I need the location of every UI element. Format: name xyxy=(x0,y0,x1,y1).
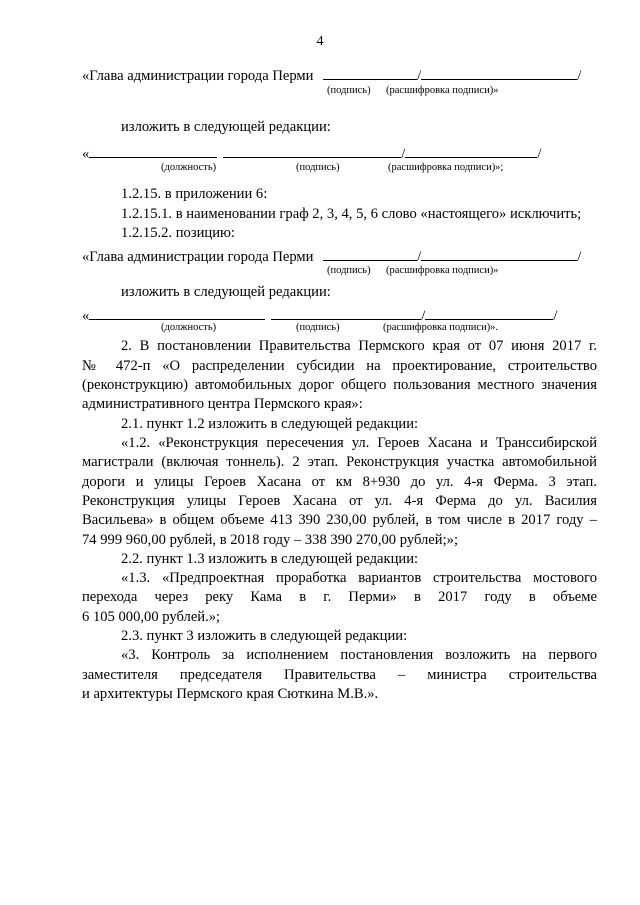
clause-2-3: 2.3. пункт 3 изложить в следующей редакции: xyxy=(121,628,408,644)
clause-2-1-quote-line: дороги и улицы Героев Хасана от км 8+930 до ул. 4-я Ферма. 3 этап. xyxy=(82,474,597,490)
page-number: 4 xyxy=(316,34,324,49)
clause-2-1-quote-line: «1.2. «Реконструкция пересечения ул. Героев Хасана и Транссибирской xyxy=(121,435,597,451)
position-blank xyxy=(89,144,217,158)
intro-text-1: изложить в следующей редакции: xyxy=(121,119,331,135)
decode-blank xyxy=(421,247,577,261)
signature-line-head-1 xyxy=(82,66,581,85)
clause-2-2-quote-line: перехода через реку Кама в г. Перми» в 2017 году в объеме xyxy=(82,589,597,605)
paragraph-2-line: 2. В постановлении Правительства Пермского края от 07 июня 2017 г. xyxy=(121,338,597,354)
label-sign: (подпись) xyxy=(327,85,371,96)
label-decode: (расшифровка подписи)»; xyxy=(388,162,504,173)
clause-1-2-15-1: 1.2.15.1. в наименовании граф 2, 3, 4, 5, 6 слово «настоящего» исключить; xyxy=(121,206,582,222)
slash: / xyxy=(577,249,582,265)
signature-caption: «Глава администрации города Перми xyxy=(82,249,314,265)
signature-line-head-3 xyxy=(82,247,581,266)
clause-2-3-quote-line: заместителя председателя Правительства – министра строительства xyxy=(82,667,597,683)
paragraph-2-line: № 472-п «О распределении субсидии на проектирование, строительство xyxy=(82,358,597,374)
clause-2-1-quote-line: магистрали (включая тоннель). 2 этап. Реконструкция участка автомобильной xyxy=(82,454,597,470)
signature-blank xyxy=(323,247,417,261)
clause-2-3-quote-line: «3. Контроль за исполнением постановления возложить на первого xyxy=(121,647,597,663)
clause-2-1-quote-line: Васильева» в общем объеме 413 390 230,00 рублей, в том числе в 2017 году – xyxy=(82,512,597,528)
clause-2-2-quote-line: «1.3. «Предпроектная проработка вариантов строительства мостового xyxy=(121,570,597,586)
label-sign: (подпись) xyxy=(296,322,340,333)
decode-blank xyxy=(405,144,537,158)
clause-2-2: 2.2. пункт 1.3 изложить в следующей редакции: xyxy=(121,551,419,567)
slash: / xyxy=(417,249,422,265)
paragraph-2-line: (реконструкцию) автомобильных дорог общего пользования местного значения xyxy=(82,377,597,393)
clause-2-1-quote-line: Реконструкция улицы Героев Хасана от ул. 4-я Ферма до ул. Василия xyxy=(82,493,597,509)
signature-blank xyxy=(323,66,417,80)
slash: / xyxy=(537,146,542,162)
clause-1-2-15-2: 1.2.15.2. позицию: xyxy=(121,225,235,241)
label-decode: (расшифровка подписи)». xyxy=(383,322,499,333)
signature-blank xyxy=(223,144,353,158)
clause-2-2-quote-line: 6 105 000,00 рублей.»; xyxy=(82,609,221,625)
label-position: (должность) xyxy=(161,162,217,173)
open-quote: « xyxy=(82,308,90,324)
clause-1-2-15: 1.2.15. в приложении 6: xyxy=(121,186,268,202)
slash: / xyxy=(401,146,406,162)
label-sign: (подпись) xyxy=(327,265,371,276)
label-position: (должность) xyxy=(161,322,217,333)
clause-2-1: 2.1. пункт 1.2 изложить в следующей редакции: xyxy=(121,416,419,432)
slash: / xyxy=(421,308,426,324)
decode-blank xyxy=(421,66,577,80)
decode-blank xyxy=(425,306,553,320)
open-quote: « xyxy=(82,146,90,162)
clause-2-3-quote-line: и архитектуры Пермского края Сюткина М.В.». xyxy=(82,686,379,702)
slash: / xyxy=(577,68,582,84)
signature-blank xyxy=(271,306,421,320)
label-decode: (расшифровка подписи)» xyxy=(386,85,499,96)
label-decode: (расшифровка подписи)» xyxy=(386,265,499,276)
position-blank xyxy=(89,306,265,320)
paragraph-2-line: административного центра Пермского края»: xyxy=(82,396,363,412)
signature-caption: «Глава администрации города Перми xyxy=(82,68,314,84)
signature-blank-ext xyxy=(353,144,401,158)
slash: / xyxy=(417,68,422,84)
slash: / xyxy=(553,308,558,324)
clause-2-1-quote-line: 74 999 960,00 рублей, в 2018 году – 338 390 270,00 рублей;»; xyxy=(82,532,458,548)
label-sign: (подпись) xyxy=(296,162,340,173)
signature-line-2 xyxy=(82,144,541,163)
intro-text-2: изложить в следующей редакции: xyxy=(121,284,331,300)
